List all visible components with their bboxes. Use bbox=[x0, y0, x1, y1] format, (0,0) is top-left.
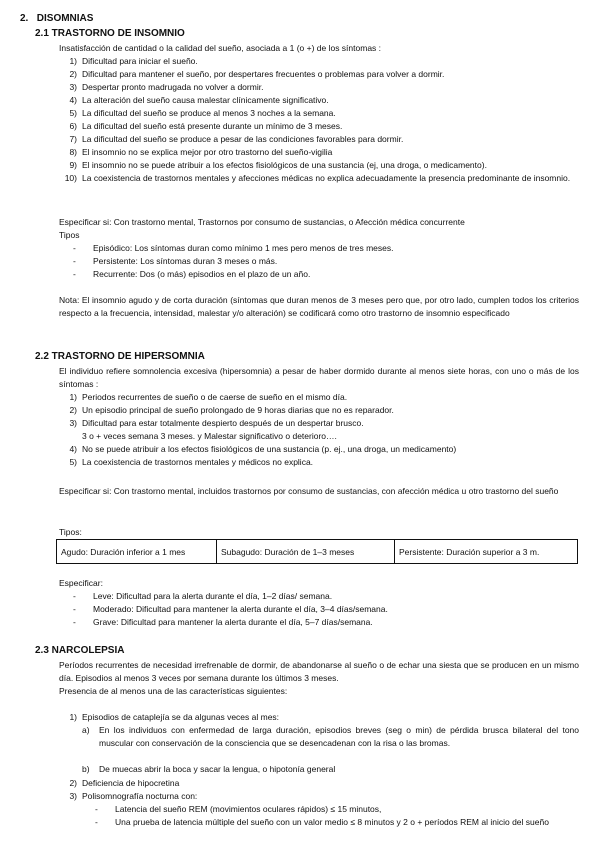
narcolepsia-item-1 bbox=[59, 711, 581, 724]
list-item: 3) Despertar pronto madrugada no volver a dormir. bbox=[69, 82, 264, 92]
hipersomnia-especificar: Especificar si: Con trastorno mental, incluidos trastornos por consumo de sustancias, con afección médica u otro trastorno del sueño bbox=[59, 486, 559, 496]
hipersomnia-especificar-label: Especificar: bbox=[59, 578, 103, 588]
list-item: 2) Un episodio principal de sueño prolongado de 9 horas diarias que no es reparador. bbox=[69, 405, 394, 415]
list-item: 9) El insomnio no se puede atribuir a los efectos fisiológicos de una sustancia (ej, una droga, o medicamento). bbox=[69, 160, 487, 170]
insomnio-heading: 2.1 TRASTORNO DE INSOMNIO bbox=[35, 28, 185, 39]
list-item: 6) La dificultad del sueño está presente durante un mínimo de 3 meses. bbox=[69, 121, 343, 131]
section-heading bbox=[20, 13, 93, 24]
table-cell: Subagudo: Duración de 1–3 meses bbox=[217, 540, 395, 564]
insomnio-criteria-list bbox=[59, 55, 581, 185]
list-item: 8) El insomnio no se explica mejor por otro trastorno del sueño-vigilia bbox=[69, 147, 333, 157]
list-item: - Episódico: Los síntomas duran como mínimo 1 mes pero menos de tres meses. bbox=[73, 243, 394, 253]
table-row bbox=[57, 540, 578, 564]
list-item: 1) Episodios de cataplejía se da algunas veces al mes: bbox=[69, 712, 280, 722]
list-item: - Leve: Dificultad para la alerta durante el día, 1–2 días/ semana. bbox=[73, 591, 333, 601]
table-cell: Persistente: Duración superior a 3 m. bbox=[395, 540, 578, 564]
narcolepsia-intro: Períodos recurrentes de necesidad irrefrenable de dormir, de abandonarse al sueño o de echar una siesta que se producen en un mismo día. Episodios al menos 3 veces por semana durante los últimos 3 meses. bbox=[59, 660, 579, 683]
list-item: - Una prueba de latencia múltiple del sueño con un valor medio ≤ 8 minutos y 2 o + períodos REM al inicio del sueño bbox=[95, 817, 549, 827]
list-item: - Moderado: Dificultad para mantener la alerta durante el día, 3–4 días/semana. bbox=[73, 604, 388, 614]
hipersomnia-heading: 2.2 TRASTORNO DE HIPERSOMNIA bbox=[35, 351, 205, 362]
list-item: 5) La coexistencia de trastornos mentales y médicos no explica. bbox=[69, 457, 314, 467]
narcolepsia-items-2-3 bbox=[59, 777, 581, 803]
narcolepsia-polisomnografia-list bbox=[95, 803, 580, 829]
narcolepsia-sub-a: a) En los individuos con enfermedad de larga duración, episodios breves (seg o min) de pérdida brusca bilateral del tono muscular con conservación de la consciencia que se desencadenan con la risa o las bromas. bbox=[82, 725, 579, 748]
insomnio-especificar: Especificar si: Con trastorno mental, Trastornos por consumo de sustancias, o Afección médica concurrente bbox=[59, 217, 465, 227]
list-item: - Grave: Dificultad para mantener la alerta durante el día, 5–7 días/semana. bbox=[73, 617, 373, 627]
list-item: 2) Dificultad para mantener el sueño, por despertares frecuentes o problemas para volver a dormir. bbox=[69, 69, 445, 79]
list-item: 5) La dificultad del sueño se produce al menos 3 noches a la semana. bbox=[69, 108, 336, 118]
hipersomnia-tipos-table bbox=[56, 539, 578, 564]
list-item: 3) Polisomnografía nocturna con: bbox=[69, 791, 198, 801]
narcolepsia-presencia: Presencia de al menos una de las características siguientes: bbox=[59, 686, 288, 696]
list-item: 7) La dificultad del sueño se produce a pesar de las condiciones favorables para dormir. bbox=[69, 134, 404, 144]
list-item: 10) La coexistencia de trastornos mentales y afecciones médicas no explica adecuadamente la presencia predominante de insomnio. bbox=[64, 173, 571, 183]
list-item: 1) Dificultad para iniciar el sueño. bbox=[69, 56, 198, 66]
list-item: 3 o + veces semana 3 meses. y Malestar significativo o deterioro…. bbox=[82, 431, 337, 441]
list-item: 4) La alteración del sueño causa malestar clínicamente significativo. bbox=[69, 95, 329, 105]
narcolepsia-heading: 2.3 NARCOLEPSIA bbox=[35, 645, 125, 656]
list-item: 3) Dificultad para estar totalmente despierto después de un despertar brusco. bbox=[69, 418, 364, 428]
list-item: - Persistente: Los síntomas duran 3 meses o más. bbox=[73, 256, 278, 266]
hipersomnia-intro: El individuo refiere somnolencia excesiva (hipersomnia) a pesar de haber dormido durante al menos siete horas, con uno o más de los síntomas : bbox=[59, 366, 579, 389]
insomnio-nota: Nota: El insomnio agudo y de corta duración (síntomas que duran menos de 3 meses pero que, por otro lado, cumplen todos los criterios respecto a la frecuencia, intensidad, malestar y/o alteración) se codificará como otro trastorno de insomnio especificado bbox=[59, 295, 579, 318]
insomnio-intro: Insatisfacción de cantidad o la calidad del sueño, asociada a 1 (o +) de los síntomas : bbox=[59, 43, 382, 53]
insomnio-tipos-label: Tipos bbox=[59, 230, 80, 240]
list-item: - Recurrente: Dos (o más) episodios en el plazo de un año. bbox=[73, 269, 311, 279]
hipersomnia-gravedad-list bbox=[73, 590, 573, 629]
list-item: 1) Periodos recurrentes de sueño o de caerse de sueño en el mismo día. bbox=[69, 392, 348, 402]
list-item: 2) Deficiencia de hipocretina bbox=[69, 778, 180, 788]
section-number: 2. bbox=[20, 13, 29, 24]
list-item: - Latencia del sueño REM (movimientos oculares rápidos) ≤ 15 minutos, bbox=[95, 804, 382, 814]
table-cell: Agudo: Duración inferior a 1 mes bbox=[57, 540, 217, 564]
insomnio-tipos-list bbox=[73, 242, 573, 281]
narcolepsia-sub-b: b) De muecas abrir la boca y sacar la lengua, o hipotonía general bbox=[82, 764, 336, 774]
section-title: DISOMNIAS bbox=[36, 13, 94, 24]
hipersomnia-tipos-label: Tipos: bbox=[59, 527, 82, 537]
list-item: 4) No se puede atribuir a los efectos fisiológicos de una sustancia (p. ej., una droga, un medicamento) bbox=[69, 444, 457, 454]
hipersomnia-criteria-list bbox=[59, 391, 581, 469]
